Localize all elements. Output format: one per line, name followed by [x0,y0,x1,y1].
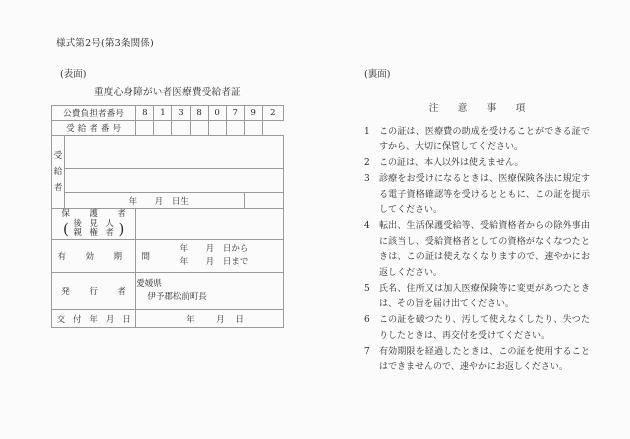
issuer-prefecture: 愛媛県 [136,278,162,289]
table-row-guardian [52,209,284,240]
valid-period-field[interactable] [136,240,284,273]
note-number: 4 [364,221,370,232]
list-item [364,156,590,171]
recipient-number-label: 受 給 者 番 号 [52,121,136,136]
table-row-recipient-name [52,136,284,169]
issue-date-day: 日 [235,314,244,325]
guardian-field[interactable] [136,209,284,240]
note-text: この証は、本人以外は使えません。 [379,158,524,169]
issuer-name: 伊予郡松前町長 [147,292,207,303]
valid-period-to-line [136,256,283,269]
issue-date-year: 年 [186,314,195,325]
note-text: 氏名、住所又は加入医療保険等に変更があつたときは、その旨を届け出てください。 [379,283,590,310]
list-item [364,282,590,313]
certificate-table [51,105,284,328]
recipient-label-char: 給 [53,166,63,177]
table-row-valid-period [52,240,284,273]
issuer-label: 発 行 者 [52,273,136,310]
note-number: 2 [364,158,370,169]
public-payer-digit[interactable]: 8 [136,106,154,121]
table-row-issuer [52,273,284,310]
certificate-title: 重度心身障がい者医療費受給者証 [93,87,241,98]
note-number: 5 [364,283,370,294]
valid-period-from-line [136,243,283,256]
public-payer-digit[interactable]: 3 [172,106,190,121]
table-row-recipient-address [52,169,284,193]
note-text: 転出、生活保護受給等、受給資格者からの除外事由に該当し、受給資格者としての資格がなくなつたときは、この証は使えなくなりますので、速やかにお返しください。 [379,221,590,278]
note-number: 6 [364,315,370,326]
note-text: 診療をお受けになるときは、医療保険各法に規定する電子資格確認等を受けるとともに、この証を提示してください。 [379,174,590,216]
public-payer-digit[interactable]: 1 [154,106,172,121]
valid-to-year: 年 [179,257,189,268]
note-text: この証は、医療費の助成を受けることができる証ですから、大切に保管してください。 [379,127,590,153]
public-payer-digit[interactable]: 7 [226,106,244,121]
public-payer-label: 公費負担者番号 [52,106,136,121]
front-side-caption: (表面) [60,69,87,80]
issuer-field [136,273,284,310]
guardian-label-main: 保 護 者 [61,209,132,219]
recipient-name-field[interactable] [65,136,284,169]
guardian-label [52,209,136,240]
recipient-address-field[interactable] [65,169,284,193]
table-row-recipient-birthdate [52,193,284,209]
recipient-birthdate-field[interactable] [65,193,245,209]
birth-day-unit: 日生 [171,196,189,207]
front-side-panel [51,84,284,328]
note-number: 1 [364,127,370,137]
list-item [364,345,590,376]
issue-date-label: 交 付 年 月 日 [52,310,136,328]
valid-from-year: 年 [179,243,189,254]
valid-from-month: 月 [205,243,215,254]
birth-month-unit: 月 [154,196,164,207]
recipient-number-digit[interactable] [226,121,244,136]
valid-to-day: 日まで [222,257,249,268]
form-number: 様式第2号(第3条関係) [56,38,154,49]
recipient-number-digit[interactable] [154,121,172,136]
guardian-label-sub [62,220,125,240]
list-item [364,172,590,218]
birth-year-unit: 年 [128,196,138,207]
table-row-public-payer [52,106,284,121]
guardian-sub-line: 親 権 者 [73,228,117,239]
public-payer-digit[interactable]: 8 [190,106,208,121]
table-row-issue-date [52,310,284,328]
table-row-recipient-number [52,121,284,136]
note-text: 有効期限を経過したときは、この証を使用することはできませんので、速やかにお返しください。 [379,346,590,373]
issue-date-month: 月 [216,314,225,325]
note-number: 7 [364,346,370,357]
back-side-panel [364,84,590,376]
notes-list [364,125,590,376]
notes-title: 注 意 事 項 [428,103,531,114]
recipient-number-digit[interactable] [208,121,226,136]
recipient-number-digit[interactable] [244,121,262,136]
issue-date-field[interactable] [136,310,284,328]
public-payer-digit[interactable]: 9 [244,106,262,121]
public-payer-digit[interactable]: 0 [208,106,226,121]
list-item [364,219,590,281]
valid-from-day: 日から [222,243,249,254]
recipient-label-char: 受 [53,150,63,161]
back-side-caption: (裏面) [364,69,391,80]
list-item [364,125,590,156]
recipient-label-char: 者 [53,183,63,194]
recipient-birthdate-extra-field[interactable] [244,193,283,209]
valid-period-label: 有 効 期 間 [52,240,136,273]
guardian-sub-line: ( 後 見 人 [73,218,117,229]
list-item [364,313,590,344]
recipient-vertical-label [52,136,65,209]
recipient-number-digit[interactable] [136,121,154,136]
note-text: この証を破つたり、汚して使えなくしたり、失つたりしたときは、再交付を受けてください。 [379,315,590,341]
spacer-cell [262,121,283,136]
public-payer-digit[interactable]: 2 [262,106,283,121]
recipient-number-digit[interactable] [190,121,208,136]
valid-to-month: 月 [205,257,215,268]
note-number: 3 [364,174,370,185]
recipient-number-digit[interactable] [172,121,190,136]
